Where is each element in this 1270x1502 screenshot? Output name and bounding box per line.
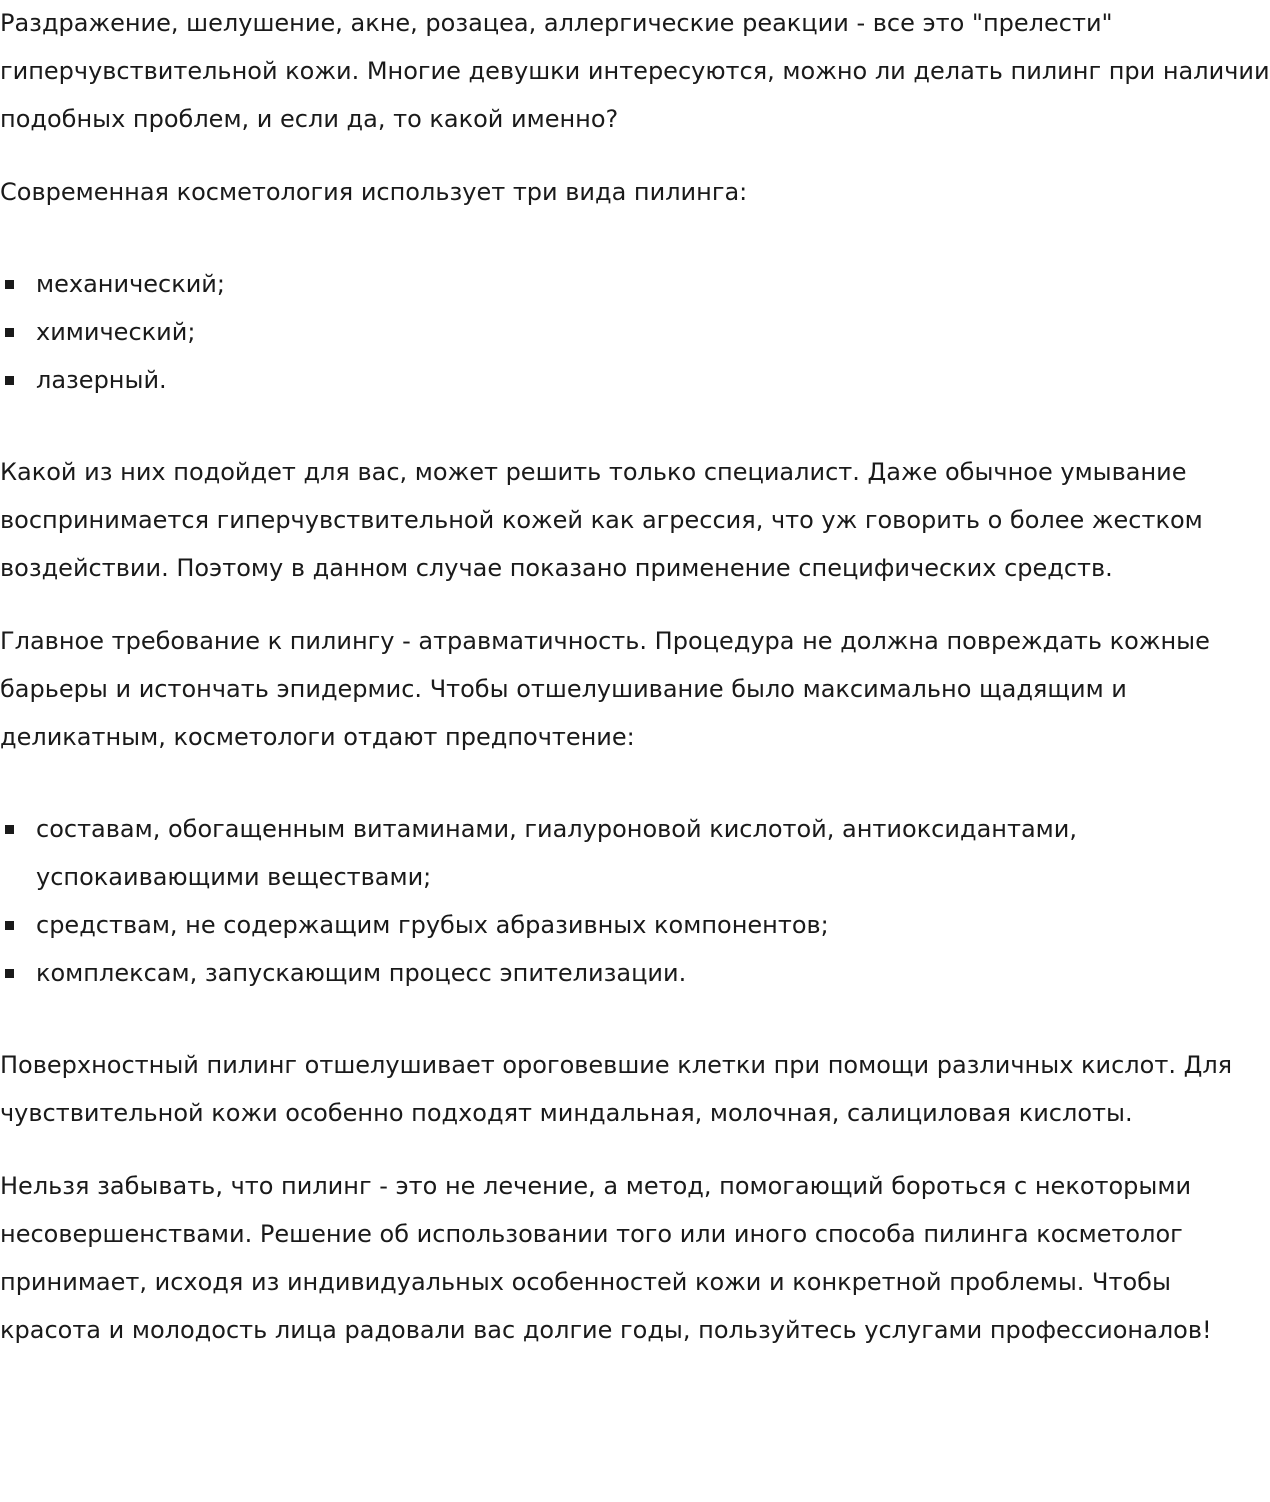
specialist-paragraph: Какой из них подойдет для вас, может решить только специалист. Даже обычное умывание воспринимается гиперчувствительной кожей как агрессия, что уж говорить о более жестком воздействии. Поэтому в данном случае показано применение специфических средств.	[0, 458, 1203, 582]
list-item	[36, 901, 1270, 949]
list-item-text: средствам, не содержащим грубых абразивных компонентов;	[36, 911, 829, 939]
types-intro-paragraph: Современная косметология использует три вида пилинга:	[0, 178, 748, 206]
list-item	[36, 949, 1270, 997]
intro-paragraph: Раздражение, шелушение, акне, розацеа, аллергические реакции - все это "прелести" гиперчувствительной кожи. Многие девушки интересуются, можно ли делать пилинг при наличии подобных проблем, и если да, то какой именно?	[0, 9, 1270, 133]
list-item-text: химический;	[36, 318, 196, 346]
square-bullet-icon	[5, 921, 14, 930]
requirement-paragraph: Главное требование к пилингу - атравматичность. Процедура не должна повреждать кожные барьеры и истончать эпидермис. Чтобы отшелушивание было максимально щадящим и деликатным, косметологи отдают предпочтение:	[0, 627, 1210, 751]
list-item	[36, 805, 1270, 901]
square-bullet-icon	[5, 969, 14, 978]
list-item	[36, 308, 1270, 356]
list-item-text: составам, обогащенным витаминами, гиалуроновой кислотой, антиоксидантами, успокаивающими веществами;	[36, 815, 1077, 891]
list-item-text: механический;	[36, 270, 225, 298]
square-bullet-icon	[5, 825, 14, 834]
list-item	[36, 260, 1270, 308]
preferences-list	[0, 805, 1270, 997]
conclusion-paragraph: Нельзя забывать, что пилинг - это не лечение, а метод, помогающий бороться с некоторыми несовершенствами. Решение об использовании того или иного способа пилинга косметолог принимает, исходя из индивидуальных особенностей кожи и конкретной проблемы. Чтобы красота и молодость лица радовали вас долгие годы, пользуйтесь услугами профессионалов!	[0, 1172, 1212, 1344]
square-bullet-icon	[5, 280, 14, 289]
acids-paragraph: Поверхностный пилинг отшелушивает ороговевшие клетки при помощи различных кислот. Для чувствительной кожи особенно подходят миндальная, молочная, салициловая кислоты.	[0, 1051, 1233, 1127]
square-bullet-icon	[5, 328, 14, 337]
list-item-text: комплексам, запускающим процесс эпителизации.	[36, 959, 687, 987]
peeling-types-list	[0, 260, 1270, 404]
square-bullet-icon	[5, 376, 14, 385]
list-item	[36, 356, 1270, 404]
list-item-text: лазерный.	[36, 366, 167, 394]
